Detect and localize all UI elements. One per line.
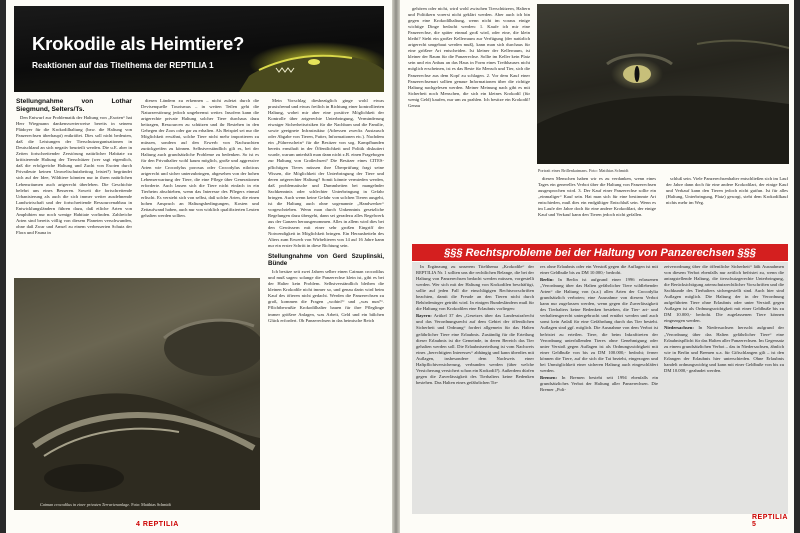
- text-column-2: [141, 98, 259, 274]
- right-column-2-paragraph: diesen Menschen haben wir es zu verdanken, wenn eines Tages ein generelles Verbot über die Haltung von Panzerechsen ausgesprochen wird. 3. Der Kauf einer Panzerechse sollte ein „einmaliger“ Kauf sein. Hat man sich für eine bestimmte Art entschieden, muß dies ein endgültiger Entschluß sein. Wenn es im Laufe der Jahre doch für eine andere Krokodilart, der einige Kauf und Verkauf kann den Tieren jedoch nicht gefallen.: [538, 176, 656, 218]
- left-photo-caption: Caiman crocodilus in einer privaten Terrarienanlage.: [40, 502, 131, 507]
- niedersachsen-text: In Niedersachsen herrscht aufgrund der „Verordnung über das Halten gefährlicher Tiere“ eine Erlaubnispflicht für das Halten aller Panzerechsen. Im Gegensatz zu einem grundsätzlichen Verbot – das in Niedersachsen, ähnlich wie in Berlin und Bremen u.a. für Giftschlangen gilt – ist den Erlangen der Erlaubnis hier unterschieden. Ohne Erlaubnis handelt ordnungswidrig und kann mit einer Geldbuße von bis zu DM 10.000,- geahndet werden.: [664, 325, 784, 373]
- right-magazine-name: REPTILIA: [752, 514, 788, 521]
- text-column-3: [268, 98, 384, 518]
- legal-column-2: [540, 264, 658, 510]
- berlin-paragraph: [540, 277, 658, 374]
- text-column-1: [16, 98, 132, 274]
- right-page-number: 5: [752, 521, 757, 528]
- legal-column-1: [416, 264, 534, 510]
- legal-col2-lead: res ohne Erlaubnis oder ein Verstoß gegen die Auflagen ist mit einer Geldbuße bis zu DM 10.000,- bedroht.: [540, 264, 658, 276]
- statement-2-title: Stellungnahme von Gerd Szuplinski, Bünde: [268, 253, 384, 268]
- right-column-1-paragraph: gehören oder nicht, wird wohl zwischen Tierschützern, Haltern und Politikern vorerst nicht geklärt werden. Aber auch ich bin gegen eine Krokodilhaltung, wenn nicht im voraus einige wichtige Dinge bedacht werden: 1. Kaufe ich mir eine Panzerechse, die später einmal groß wird, oder eine, die klein bleibt? Steht ein großer Kellerraum zur Verfügung (der natürlich artgerecht umgebaut werden muß), kann man sich durchaus für eine größere Art entscheiden. Ist kleiner der Kellerraum, ist kleiner der Raum für die Panzerechse. Sollte im Keller kein Platz sein und ein Anbau an das Haus in Form eines Treibhauses nicht möglich erscheinen, ist es das Beste für Mensch und Tier, sich die Panzerechse aus dem Kopf zu schlagen. 2. Vor dem Kauf einer Panzerechsenart sollten genaue Informationen über die richtige Haltung nachgelesen werden. Meiner Meinung nach gibt es mit Sicherheit noch Menschen, die sich ein kleines Krokodil (für wenig Geld) kaufen, nur um zu prahlen. Ich besitze ein Krokodil! Genau: [408, 6, 530, 108]
- left-page: [6, 0, 392, 533]
- column-2-paragraph: diesen Ländern zu erkennen – nicht zuletzt durch die Devisenquelle Tourismus – in weiten Teilen geht die Naturzerstörung jedoch ungebremst weiter. Insofern kann die artgerechte private Haltung solcher Tiere durchaus dazu beitragen, Ressourcen zu schützen und ihr Bestehen in den Gehegen der Zoos oder gar zu erhalten. Als Beispiel sei nur die Möglichkeit erwähnt, solche Tiere nicht mehr importieren zu müssen, sondern auf den Erwerb von Nachzuchten zurückgreifen zu können. Selbstverständlich gilt es, bei der Haltung auch grundsätzliche Probleme zu bedenken. So ist es für den Privathalter wohl kaum möglich, große und aggressive Arten wie Crocodylus porosus oder Crocodylus niloticus artgerecht und sicher unterzubringen, abgesehen von der hohen Lebenserwartung der Tiere, die eine Pflege über Generationen erforderte. Auch lassen sich die Tiere nicht einfach in ein Tierheim abschieben, wenn das Interesse des Pflegers einmal erlischt. Es versteht sich von selbst, daß solche Arten, die einen hohen Anspruch an Haltungsbedingungen, Kosten und Zeitaufwand haben, auch nur von wirklich qualifizierten Leuten gehalten werden sollten.: [141, 98, 259, 218]
- right-text-column-1: [408, 6, 530, 240]
- bayern-label: Bayern:: [416, 313, 432, 319]
- legal-column-3: [664, 264, 784, 510]
- caiman-photo: [14, 278, 260, 510]
- left-page-number: 4: [136, 521, 141, 528]
- left-photo-caption-row: [40, 502, 171, 507]
- legal-intro: In Ergänzung zu unserem Titelthema „Krokodile“ der REPTILIA Nr. 1 sollten uns die rechtlichen Belange, die bei der Haltung von Panzerechsen bedacht werden müssen, vorgestellt werden. Wer sich mit der Haltung von Krokodilen beschäftigt, sollte auf jeden Fall die einschlägigen Rechtsvorschriften beachten, damit die Freude an den Tieren nicht durch Behördenärger getrübt wird. In einigen Bundesländern muß für die Haltung von Krokodilen eine Erlaubnis vorliegen:: [416, 264, 534, 312]
- spectacled-caiman-photo: [537, 4, 789, 164]
- right-photo-credit: Foto: Matthias Schmidt: [588, 168, 629, 173]
- berlin-text: In Berlin ist aufgrund einer 1996 erlassenen „Verordnung über das Halten gefährlicher Tiere wildlebender Arten“ die Haltung von (u.a.) allen Arten der Crocodylia grundsätzlich verboten; eine Ausnahme von diesem Verbot kann nur zugelassen werden, wenn gegen die Zuverlässigkeit des Tierhalters keine Bedenken bestehen, die Tier- art- und verhaltensgerecht untergebracht und ernährt werden und auch sonst kein Anlaß für eine Gefährdung durch das Tier besteht. Auflagen sind ggf. möglich. Die Ausnahme von dem Verbot ist befristet zu erteilen. Tiere, die beim Inkrafttreten der Verordnung unterfallenden Tieres ohne Genehmigung oder unter Verstoß gegen Auflagen ist als Ordnungswidrigkeit mit einer Geldbuße von bis zu DM 100.000,- bedroht; ferner können die Tiere, auf die sich die Tat bezieht, eingezogen und bei Unmöglichkeit einer sicheren Haltung auch eingeschläfert werden.: [540, 277, 658, 373]
- bayern-text: Artikel 37 des „Gesetzes über das Landesstrafrecht und das Verordnungsrecht auf dem Gebiet der öffentlichen Sicherheit und Ordnung“ fordert allgemein für das Halten gefährlicher Tiere eine Erlaubnis. Zuständig für die Erteilung dieser Erlaubnis ist die Gemeinde, in deren Bereich das Tier gehalten werden soll. Die Erlaubniserteilung ist vom Nachweis eines „berechtigten Interesses“ abhängig und kann überdies mit Auflagen, insbesondere dem Nachweis einer Haftpflichtversicherung, verbunden werden (über welche Versicherung versichert schon ein Krokodil?). Außerdem dürfen gegen die Zuverlässigkeit des Tierhalters keine Bedenken bestehen. Das Halten eines gefährlichen Tie-: [416, 313, 534, 385]
- column-1-paragraph: Den Entwurf zur Problematik der Haltung von „Exoten“ hat Herr Wiegmann dankenswerterweise bereits in seinem Plädoyer für die Krokodilhaltung (bzw. die Haltung von Panzerechsen überhaupt) entkräftet. Dies soll nicht bedeuten, daß die Leistungen der Tierschutzorganisationen in Deutschland an sich negativ beurteilt werden. Die u.E. aber in Zeiten fortschreitender Zerstörung natürlicher Habitate zu kritisierende Haltung der Tierschützer (wer sagt eigentlich, daß die erfolgreiche Haltung und Zucht von Exoten durch Privatleute keinen Umweltschutzbeitrag leistet?) begründet sich auf der Idee, Wildtiere könnten nur in ihren natürlichen Lebensräumen auch artgerecht überleben. Die Geschichte belehrt uns eines Besseren. Soweit die fortschreitende Urbanisierung als auch die sich immer weiter ausdehnende Landwirtschaft und der fortschreitende Ressourcenabbau in Entwicklungsländern führen dazu, daß etliche Arten von Amphibien nur noch wenige Habitate vorfinden. Zahlreiche Arten sind bereits völlig von diesem Planeten verschwunden, ohne daß Zwar und Amsel zu einem verbesserten Schutz der Flora und Fauna in: [16, 115, 132, 235]
- header-photo: [14, 6, 384, 92]
- legal-section-banner: [412, 244, 788, 261]
- bremen-label: Bremen:: [540, 374, 558, 380]
- right-column-3-paragraph: schluß sein. Viele Panzerechsenhalter entschließen sich im Lauf der Jahre dann doch für eine andere Krokodilart, der einige Kauf und Verkauf kann den Tieren jedoch nicht gutfun. Ist für alles (Haltung, Unterbringung, Platz) gesorgt, steht dem Krokodilkauf nichts mehr im Weg.: [666, 176, 788, 206]
- right-photo-caption-row: [538, 168, 629, 173]
- berlin-label: Berlin:: [540, 277, 554, 283]
- niedersachsen-label: Niedersachsen:: [664, 325, 694, 331]
- page-gutter: [392, 0, 400, 533]
- right-photo-caption: Portrait eines Brillenkaimans.: [538, 168, 588, 173]
- caiman-illustration: [14, 278, 260, 510]
- left-page-footer: [136, 521, 179, 528]
- article-headline: Krokodile als Heimtiere?: [32, 33, 245, 54]
- bremen-text: In Bremen besteht seit 1994 ebenfalls ein grundsätzliches Verbot der Haltung aller Panzerechsen. Die Bremer „Poli-: [540, 374, 658, 392]
- article-subheadline: Reaktionen auf das Titelthema der REPTILIA 1: [32, 60, 214, 70]
- column-3-paragraph: Mein Vorschlag diesbezüglich ginge wohl etwas praxisfremd und etwas freilich in Richtung einer kontrollierten Haltung, wobei mir aber eine positive Möglichkeit der Kontrolle über artgerechte Unterbringung, Verminderung etwaiger Sicherheitsrisiken für die Nachbarn und die Familie, sowie geeignete Infrastruktur (Adressen zwecks Austausch oder Abgabe von Tieren, Futter, Informationen etc.). Nachdem ein „Führerschein“ für die Besitzer von sog. Kampfhunden bereits ernsthaft in der Öffentlichkeit und Politik diskutiert wurde, warum unterhält man dann nicht z.B. einen Fragebogen zur Haltung von Großechsen? Die Besitzer eines CITES-pflichtigen Tieres müssen ihre Überprüfung fragt seine Wissen, die Möglichkeit der Unterbringung der Tiere und deren artgerechter Haltung? Somit könnte vermieden werden, daß problematische und Dummheiten bei mangelnder Sachkenntnis oder schlechter Unterbringung in Gefahr bringen. Auch wenn keine Gefahr von solchen Tieren ausgeht, ist die Haltung auch ohne sogenannte „Handwerker“ vorgeschrieben. Wenn man durch Unkenntnis gesetzliche Regelungen dazu übergeht, dann sei geradezu alles Regelwerk aus der Ganzen herausgenommen. Alles in allem wird dies bei den Gewässern mit einer sehr großen Eingriff der Notwendigkeit in Möglichkeit bringen. Ein Herausbetteln des Alters zum Erwerb von Wirbeltieren von 14 auf 16 Jahre kann nur ein erster Schritt in diese Richtung sein.: [268, 98, 384, 249]
- right-page: [400, 0, 794, 533]
- right-text-column-2: [538, 176, 656, 238]
- left-photo-credit: Foto: Matthias Schmidt: [131, 502, 171, 507]
- left-magazine-name: REPTILIA: [142, 521, 179, 528]
- right-page-footer: [752, 514, 794, 528]
- statement-1-title: Stellungnahme von Lothar Siegmund, Selters/Ts.: [16, 98, 132, 113]
- niedersachsen-paragraph: [664, 325, 784, 373]
- legal-col3-lead: zeiverordnung über die öffentliche Sicherheit“ läßt Ausnahmen von diesem Verbot ebenfalls nur zeitlich befristet zu, wenn die antragstellende Haltung, die tierschutzgerechte Unterbringung, die Berücksichtigung artenschutzrechtlicher Vorschriften und die Sachkunde des Tierhalters sichergestellt sind. Auch hier sind Auflagen möglich. Die Haltung der in der Verordnung aufgeführten Tiere ohne Erlaubnis oder unter Verstoß gegen Auflagen ist als Ordnungswidrigkeit mit einer Geldbuße bis zu DM 10.000,- bedroht. Die zugelassenen Tiere können eingezogen werden.: [664, 264, 784, 324]
- bremen-paragraph: [540, 375, 658, 393]
- right-text-column-3: [666, 176, 788, 238]
- caiman-eye-illustration: [537, 4, 789, 164]
- bayern-paragraph: [416, 313, 534, 386]
- column-3b-paragraph: Ich besitze seit zwei Jahren selber einen Caiman crocodilus und muß sagen: solange die Panzerechse klein ist, gibt es bei der Halter kein Problem. Selbstverständlich bleiben die kleinen Krokodile nicht immer so, und genau darin wird beim Kauf des öfteren nicht gedacht. Werden die Panzerechsen zu groß, kommen die Fragen „wohin?“ und „was nun?“. Pflichtbewußte Krokodilhalter bauen für ihre Pfleglinge immer größere Anlagen, was Arbeit, Geld und ein bißchen Glück erfordert. Ob Panzerechsen in das heimische Reich: [268, 269, 384, 323]
- legal-section-title: §§§ Rechtsprobleme bei der Haltung von Panzerechsen §§§: [444, 246, 756, 259]
